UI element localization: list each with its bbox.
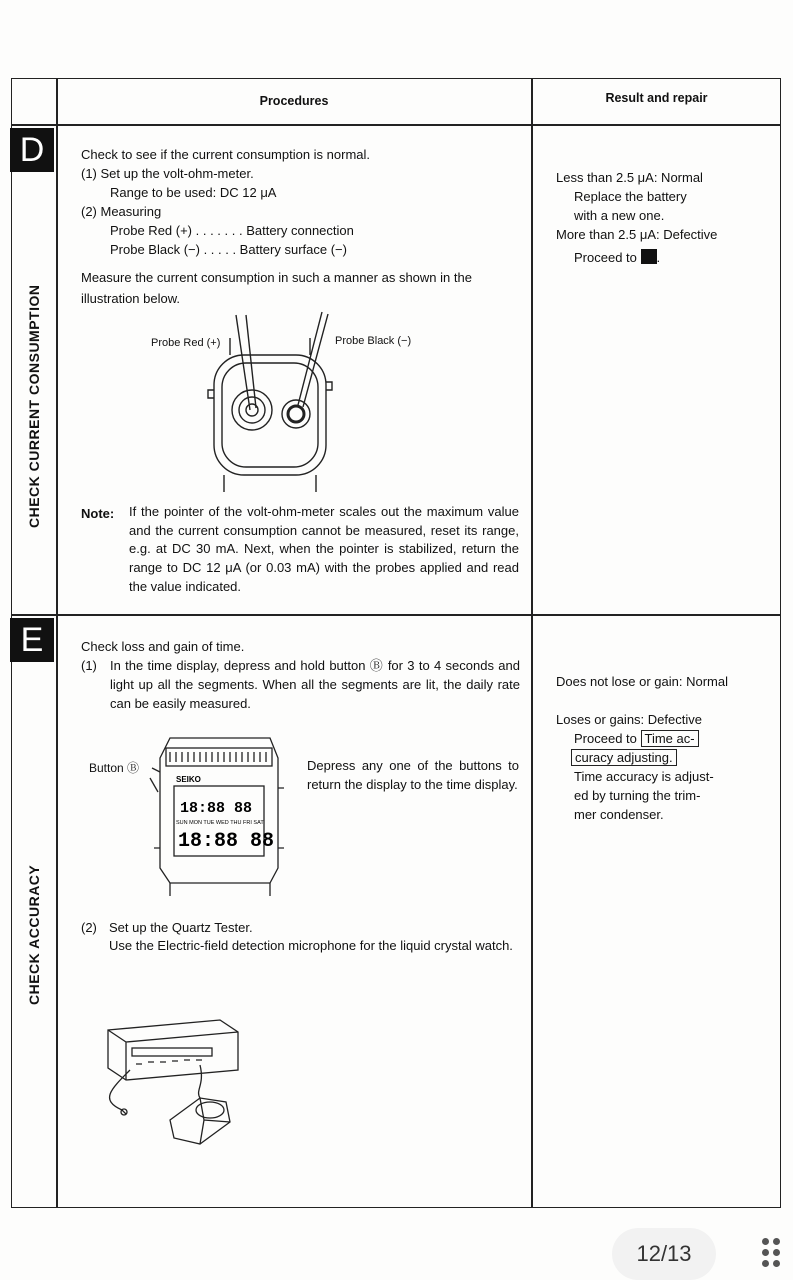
lcd-top-digits: 18:88 88 <box>180 800 253 817</box>
e-step2-a: Set up the Quartz Tester. <box>109 920 253 935</box>
e-result-1: Does not lose or gain: Normal <box>556 674 728 689</box>
note-label: Note: <box>81 506 115 521</box>
quartz-tester-illustration <box>100 1010 250 1160</box>
section-divider <box>11 614 781 616</box>
e-result-3-text: Proceed to <box>574 731 637 746</box>
time-accuracy-ref-b: curacy adjusting. <box>571 749 677 766</box>
d-line-6: Probe Black (−) . . . . . Battery surface (−) <box>110 242 347 257</box>
e-step1-num: (1) <box>81 658 97 673</box>
e-result-7: mer condenser. <box>574 807 664 822</box>
d-result-5-text: Proceed to <box>574 250 637 265</box>
d-result-3: with a new one. <box>574 208 665 223</box>
header-procedures: Procedures <box>259 94 329 108</box>
d-line-7: Measure the current consumption in such a manner as shown in the <box>81 270 472 285</box>
d-result-1: Less than 2.5 μA: Normal <box>556 170 703 185</box>
d-line-3: Range to be used: DC 12 μA <box>110 185 277 200</box>
e-step1-text: In the time display, depress and hold button Ⓑ for 3 to 4 seconds and light up all the segments. When all the segments are lit, the daily rate can be easily measured. <box>110 658 520 711</box>
d-line-1: Check to see if the current consumption is normal. <box>81 147 371 162</box>
page-indicator[interactable]: 12/13 <box>612 1228 716 1280</box>
d-line-5: Probe Red (+) . . . . . . . Battery connection <box>110 223 354 238</box>
probe-watch-illustration <box>200 310 340 500</box>
e-step2-num: (2) <box>81 920 97 935</box>
section-d-title: CHECK CURRENT CONSUMPTION <box>26 284 42 528</box>
section-d-badge: D <box>10 128 54 172</box>
e-result-6: ed by turning the trim- <box>574 788 701 803</box>
e-result-4 <box>571 748 677 767</box>
header-divider <box>11 124 781 126</box>
e-intro: Check loss and gain of time. <box>81 639 245 654</box>
column-divider-right <box>531 78 533 1208</box>
e-result-5: Time accuracy is adjust- <box>574 769 714 784</box>
e-step2-b: Use the Electric-field detection microphone for the liquid crystal watch. <box>109 938 513 953</box>
depress-text: Depress any one of the buttons to return the display to the time display. <box>307 758 519 792</box>
section-e-title: CHECK ACCURACY <box>26 864 42 1005</box>
d-line-4: (2) Measuring <box>81 204 162 219</box>
d-result-2: Replace the battery <box>574 189 687 204</box>
digital-watch-illustration <box>140 728 300 898</box>
time-accuracy-ref-a: Time ac- <box>641 730 699 747</box>
d-result-4: More than 2.5 μA: Defective <box>556 227 718 242</box>
column-divider-left <box>56 78 58 1208</box>
button-b-label: Button Ⓑ <box>89 761 140 775</box>
note-text: If the pointer of the volt-ohm-meter scales out the maximum value and the current consumption cannot be measured, reset its range, e.g. at DC 30 mA. Next, when the pointer is stabilized, return the range to DC 12 μA (or 0.03 mA) with the probes applied and read the value indicated. <box>129 504 519 594</box>
lcd-day-row: SUN MON TUE WED THU FRI SAT <box>176 820 264 826</box>
e-result-2: Loses or gains: Defective <box>556 712 702 727</box>
section-reference-box <box>641 249 657 264</box>
probe-black-label: Probe Black (−) <box>335 335 412 347</box>
d-line-2: (1) Set up the volt-ohm-meter. <box>81 166 254 181</box>
watch-brand: SEIKO <box>176 775 201 784</box>
e-result-3 <box>574 729 699 748</box>
section-e-badge: E <box>10 618 54 662</box>
d-line-8: illustration below. <box>81 291 180 306</box>
probe-red-label: Probe Red (+) <box>151 337 221 349</box>
d-result-5: Proceed to . <box>574 250 661 265</box>
lcd-main-digits: 18:88 88 <box>178 830 275 853</box>
header-result: Result and repair <box>605 91 708 105</box>
